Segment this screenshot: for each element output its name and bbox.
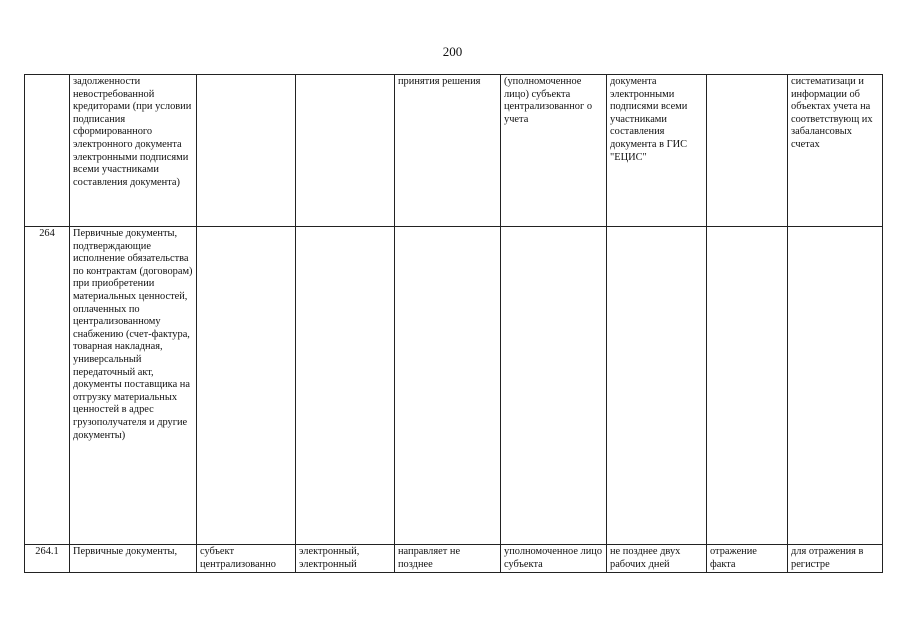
table-cell: принятия решения xyxy=(395,75,501,227)
row-number-cell xyxy=(25,75,70,227)
table-row xyxy=(25,75,883,227)
document-name-cell: Первичные документы, xyxy=(70,545,197,573)
row-number-cell: 264.1 xyxy=(25,545,70,573)
table-cell: (уполномоченное лицо) субъекта централизованног о учета xyxy=(501,75,607,227)
table-cell: для отражения в регистре xyxy=(788,545,883,573)
table-cell: уполномоченное лицо субъекта xyxy=(501,545,607,573)
page-number: 200 xyxy=(442,44,463,59)
document-table xyxy=(24,74,883,573)
table-row xyxy=(25,227,883,545)
document-name-cell: задолженности невостребованной кредиторами (при условии подписания сформированного электронного документа электронными подписями всеми участниками составления документа) xyxy=(70,75,197,227)
table-cell: документа электронными подписями всеми участниками составления документа в ГИС "ЕЦИС" xyxy=(607,75,707,227)
table-cell xyxy=(707,227,788,545)
table-cell: электронный, электронный xyxy=(296,545,395,573)
table-cell xyxy=(197,227,296,545)
table-cell: отражение факта xyxy=(707,545,788,573)
table-cell xyxy=(501,227,607,545)
table-cell xyxy=(607,227,707,545)
table-cell: систематизаци и информации об объектах учета на соответствующ их забалансовых счетах xyxy=(788,75,883,227)
table-cell xyxy=(197,75,296,227)
table-cell: не позднее двух рабочих дней xyxy=(607,545,707,573)
document-name-cell: Первичные документы, подтверждающие исполнение обязательства по контрактам (договорам) при приобретении материальных ценностей, оплаченных по централизованному снабжению (счет-фактура, товарная накладная, универсальный передаточный акт, документы поставщика на отгрузку материальных ценностей в адрес грузополучателя и другие документы) xyxy=(70,227,197,545)
table-cell xyxy=(707,75,788,227)
table-cell: субъект централизованно xyxy=(197,545,296,573)
table-row xyxy=(25,545,883,573)
row-number-cell: 264 xyxy=(25,227,70,545)
table-cell: направляет не позднее xyxy=(395,545,501,573)
table-cell xyxy=(788,227,883,545)
table-cell xyxy=(296,75,395,227)
table-cell xyxy=(395,227,501,545)
table-cell xyxy=(296,227,395,545)
